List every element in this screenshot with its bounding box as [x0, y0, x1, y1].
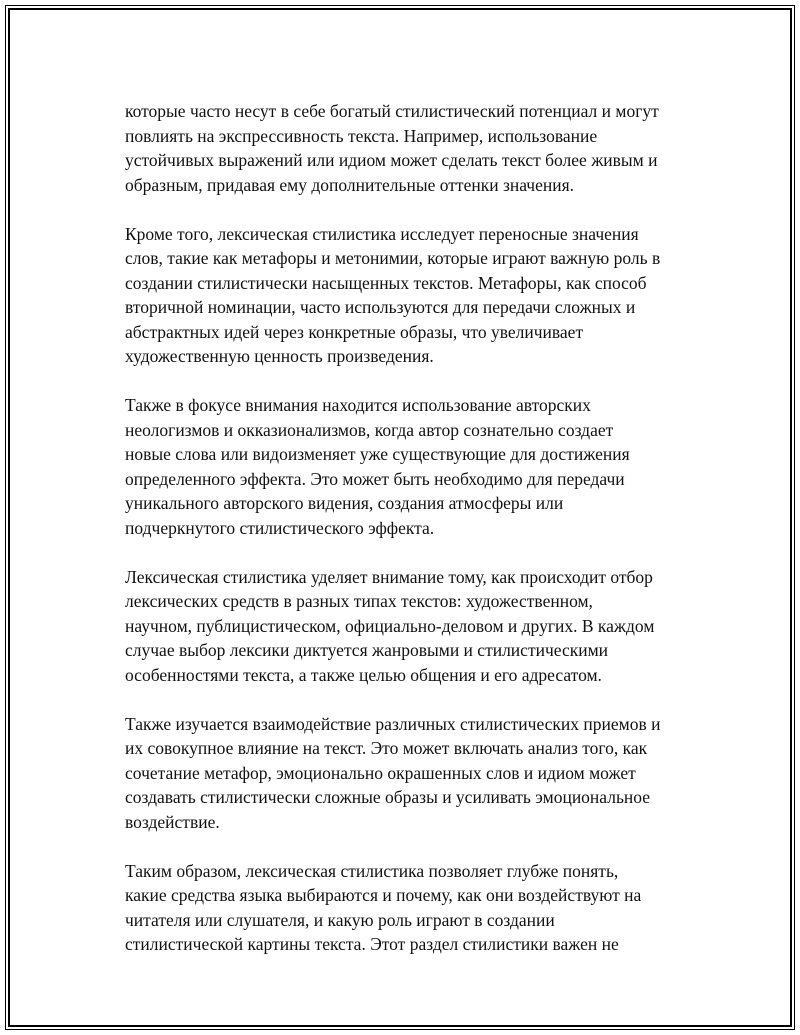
text-line: случае выбор лексики диктуется жанровыми и стилистическими [125, 640, 609, 660]
page-frame [5, 5, 795, 1030]
text-line: устойчивых выражений или идиом может сделать текст более живым и [125, 150, 658, 170]
paragraph-2 [125, 222, 695, 369]
paragraph-6 [125, 859, 695, 957]
text-line: слов, такие как метафоры и метонимии, которые играют важную роль в [125, 248, 661, 268]
paragraph-5 [125, 712, 695, 835]
text-line: особенностями текста, а также целью общения и его адресатом. [125, 664, 602, 685]
paragraph-4 [125, 565, 695, 688]
text-line: стилистической картины текста. Этот раздел стилистики важен не [125, 934, 619, 954]
text-line: какие средства языка выбираются и почему, как они воздействуют на [125, 885, 642, 905]
text-line: их совокупное влияние на текст. Это может включать анализ того, как [125, 738, 648, 758]
text-line: Лексическая стилистика уделяет внимание тому, как происходит отбор [125, 566, 653, 587]
text-line: воздействие. [125, 811, 220, 832]
text-line: сочетание метафор, эмоционально окрашенных слов и идиом может [125, 762, 636, 783]
text-line: создавать стилистически сложные образы и усиливать эмоциональное [125, 787, 651, 807]
paragraph-3 [125, 393, 695, 540]
text-line: читателя или слушателя, и какую роль играют в создании [125, 909, 555, 930]
text-line: повлиять на экспрессивность текста. Например, использование [125, 125, 598, 146]
text-line: определенного эффекта. Это может быть необходимо для передачи [125, 468, 625, 489]
text-line: научном, публицистическом, официально-деловом и других. В каждом [125, 615, 655, 636]
text-line: новые слова или видоизменяет уже существующие для достижения [125, 444, 630, 464]
text-line: создании стилистически насыщенных текстов. Метафоры, как способ [125, 272, 647, 293]
text-line: которые часто несут в себе богатый стилистический потенциал и могут [125, 101, 659, 121]
page-body [125, 99, 695, 981]
text-line: образным, придавая ему дополнительные оттенки значения. [125, 174, 575, 195]
paragraph-1 [125, 99, 695, 197]
text-line: лексических средств в разных типах текстов: художественном, [125, 591, 593, 611]
text-line: Также в фокусе внимания находится использование авторских [125, 395, 591, 415]
text-line: неологизмов и окказионализмов, когда автор сознательно создает [125, 419, 614, 440]
text-line: уникального авторского видения, создания атмосферы или [125, 493, 564, 513]
text-line: вторичной номинации, часто используются для передачи сложных и [125, 297, 636, 317]
text-line: Кроме того, лексическая стилистика исследует переносные значения [125, 223, 639, 244]
text-line: подчеркнутого стилистического эффекта. [125, 517, 435, 538]
text-line: абстрактных идей через конкретные образы, что увеличивает [125, 321, 584, 342]
text-line: Таким образом, лексическая стилистика позволяет глубже понять, [125, 860, 619, 881]
text-line: художественную ценность произведения. [125, 346, 434, 366]
text-line: Также изучается взаимодействие различных стилистических приемов и [125, 713, 661, 734]
